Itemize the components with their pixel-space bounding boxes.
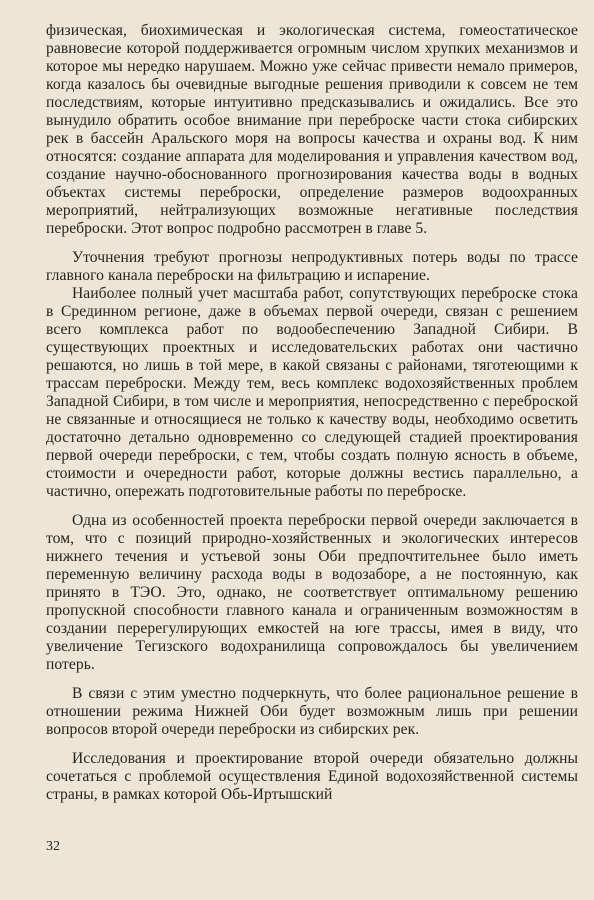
page-number: 32 xyxy=(46,839,60,854)
paragraph-1: физическая, биохимическая и экологическая система, гомеостатическое равновесие которой поддерживается огромным числом хрупких механизмов и которое мы нередко нарушаем. Можно уже сейчас привести немало примеров, когда казалось бы очевидные выгодные решения приводили к совсем не тем последствиям, которые интуитивно предсказывались и ожидались. Все это вынудило обратить особое внимание при переброске части стока сибирских рек в бассейн Аральского моря на вопросы качества и охраны вод. К ним относятся: создание аппарата для моделирования и управления качеством вод, создание научно-обоснованного прогнозирования качества воды в водных объектах системы переброски, определение размеров водоохранных мероприятий, нейтрализующих возможные негативные последствия переброски. Этот вопрос подробно рассмотрен в главе 5. xyxy=(46,22,578,237)
paragraph-2: Уточнения требуют прогнозы непродуктивных потерь воды по трассе главного канала переброски на фильтрацию и испарение. xyxy=(46,249,578,284)
paragraph-4: Одна из особенностей проекта переброски первой очереди заключается в том, что с позиций природно-хозяйственных и экологических интересов нижнего течения и устьевой зоны Оби предпочтительнее было иметь переменную величину расхода воды в водозаборе, а не постоянную, как принято в ТЭО. Это, однако, не соответствует оптимальному решению пропускной способности главного канала и ограниченным возможностям в создании перерегулирующих емкостей на юге трассы, имея в виду, что увеличение Тегизского водохранилища сопровождалось бы увеличением потерь. xyxy=(46,512,578,673)
paragraph-3: Наиболее полный учет масштаба работ, сопутствующих переброске стока в Срединном регионе, даже в объемах первой очереди, связан с решением всего комплекса работ по водообеспечению Западной Сибири. В существующих проектных и исследовательских работах они частично решаются, но лишь в той мере, в какой связаны с районами, тяготеющими к трассам переброски. Между тем, весь комплекс водохозяйственных проблем Западной Сибири, в том числе и мероприятия, непосредственно с переброской не связанные и относящиеся не только к качеству воды, необходимо осветить достаточно детально одновременно со следующей стадией проектирования первой очереди переброски, с тем, чтобы создать полную ясность в объеме, стоимости и очередности работ, которые должны вестись параллельно, а частично, опережать подготовительные работы по переброске. xyxy=(46,285,578,500)
page-body xyxy=(46,22,578,804)
paragraph-6: Исследования и проектирование второй очереди обязательно должны сочетаться с проблемой осуществления Единой водохозяйственной системы страны, в рамках которой Обь-Иртышский xyxy=(46,750,578,803)
paragraph-5: В связи с этим уместно подчеркнуть, что более рациональное решение в отношении режима Нижней Оби будет возможным лишь при решении вопросов второй очереди переброски из сибирских рек. xyxy=(46,685,578,738)
